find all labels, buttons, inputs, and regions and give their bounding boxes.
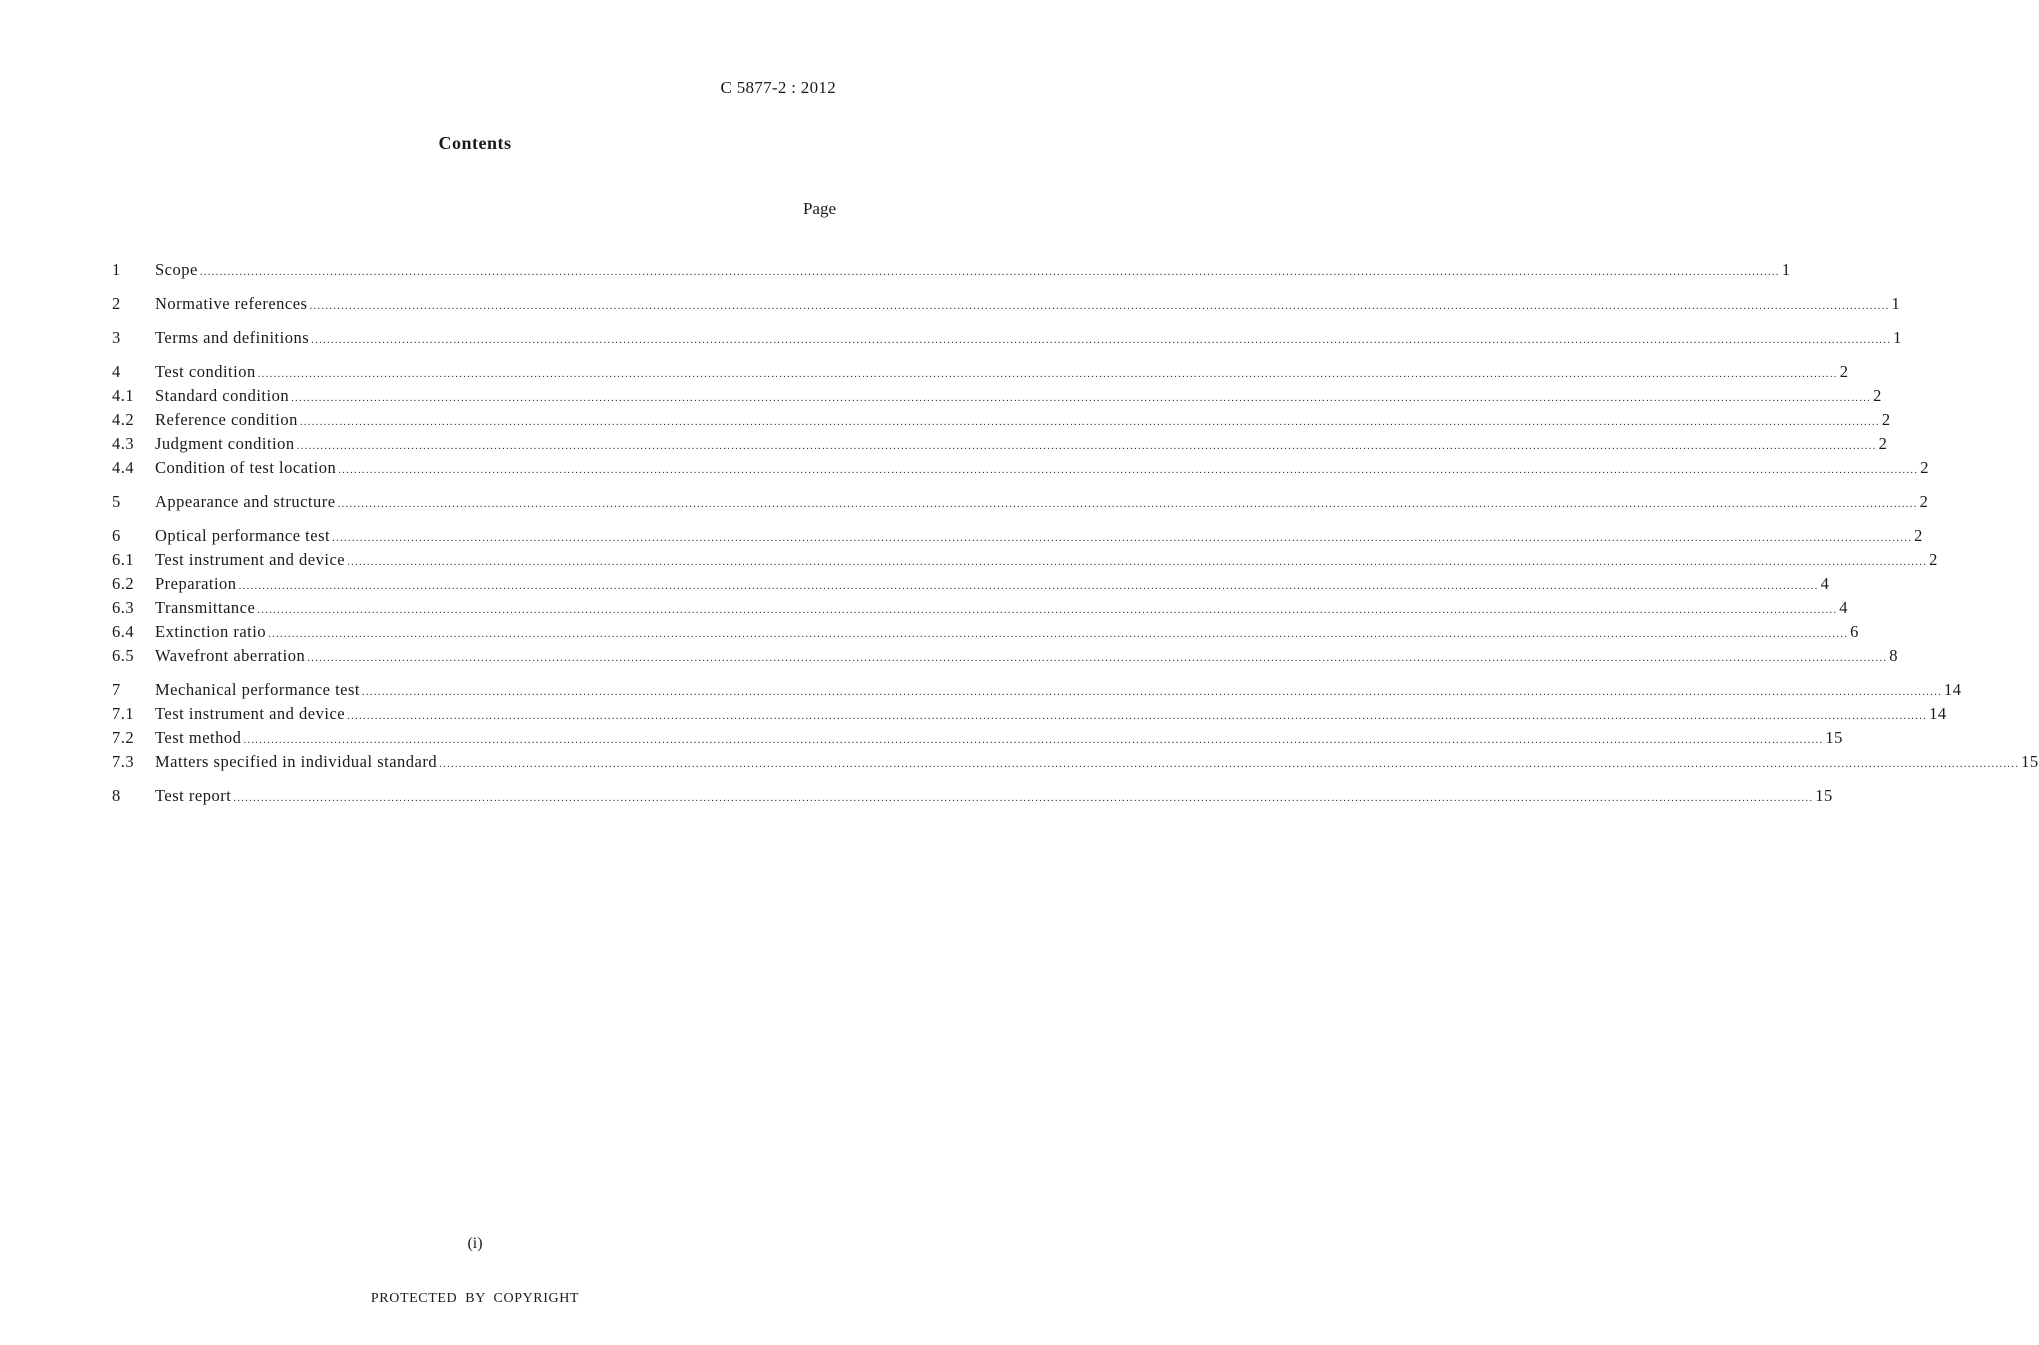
page-column-label: Page xyxy=(802,199,836,218)
toc-entry-title: Matters specified in individual standard xyxy=(155,752,438,771)
toc-entry-number: 1 xyxy=(112,260,121,279)
toc-entry-page: 8 xyxy=(1889,646,1898,665)
toc-entry-number: 4.1 xyxy=(112,386,135,405)
toc-entry-page: 6 xyxy=(1850,622,1859,641)
toc-entry[interactable] xyxy=(112,362,1849,386)
toc-dot-leader: ................................................................................................................................................................................................................................................................................................................................................................................................................ xyxy=(311,334,1892,346)
toc-entry-title: Test method xyxy=(155,728,242,747)
toc-entry-page: 2 xyxy=(1920,458,1929,477)
toc-entry-page: 14 xyxy=(1929,704,1947,723)
toc-dot-leader: ................................................................................................................................................................................................................................................................................................................................................................................................................ xyxy=(338,464,1919,476)
toc-dot-leader: ................................................................................................................................................................................................................................................................................................................................................................................................................ xyxy=(347,556,1928,568)
toc-entry-page: 2 xyxy=(1881,410,1891,429)
page-title: Contents xyxy=(438,133,512,153)
toc-entry-title: Wavefront aberration xyxy=(155,646,306,665)
toc-entry-number: 4 xyxy=(112,362,121,381)
toc-entry[interactable] xyxy=(112,550,1938,574)
toc-entry[interactable] xyxy=(112,622,1859,646)
toc-entry-page: 15 xyxy=(1815,786,1833,805)
toc-entry-number: 3 xyxy=(112,328,121,347)
toc-entry[interactable] xyxy=(112,728,1843,752)
toc-entry-title: Optical performance test xyxy=(155,526,331,545)
toc-dot-leader: ................................................................................................................................................................................................................................................................................................................................................................................................................ xyxy=(291,392,1872,404)
toc-dot-leader: ................................................................................................................................................................................................................................................................................................................................................................................................................ xyxy=(233,792,1814,804)
toc-entry-page: 1 xyxy=(1891,294,1901,313)
toc-entry-number: 4.3 xyxy=(112,434,135,453)
toc-entry-title: Transmittance xyxy=(155,598,256,617)
toc-entry[interactable] xyxy=(112,704,1947,728)
toc-dot-leader: ................................................................................................................................................................................................................................................................................................................................................................................................................ xyxy=(299,416,1880,428)
toc-entry-title: Test instrument and device xyxy=(155,704,346,723)
toc-entry-title: Normative references xyxy=(155,294,308,313)
toc-entry-title: Test report xyxy=(155,786,232,805)
toc-dot-leader: ................................................................................................................................................................................................................................................................................................................................................................................................................ xyxy=(199,266,1780,278)
toc-entry-title: Scope xyxy=(155,260,198,279)
toc-entry-page: 2 xyxy=(1929,550,1938,569)
toc-dot-leader: ................................................................................................................................................................................................................................................................................................................................................................................................................ xyxy=(439,758,2020,770)
toc-entry[interactable] xyxy=(112,328,1902,352)
toc-entry-page: 15 xyxy=(2021,752,2039,771)
toc-dot-leader: ................................................................................................................................................................................................................................................................................................................................................................................................................ xyxy=(268,628,1849,640)
toc-entry-title: Mechanical performance test xyxy=(155,680,360,699)
toc-entry-number: 4.4 xyxy=(112,458,135,477)
toc-entry-title: Judgment condition xyxy=(155,434,295,453)
toc-dot-leader: ................................................................................................................................................................................................................................................................................................................................................................................................................ xyxy=(257,604,1838,616)
toc-entry[interactable] xyxy=(112,492,1929,516)
toc-entry[interactable] xyxy=(112,294,1901,318)
toc-entry-number: 7.2 xyxy=(112,728,135,747)
toc-entry[interactable] xyxy=(112,434,1888,458)
toc-entry-page: 4 xyxy=(1839,598,1849,617)
toc-entry-page: 2 xyxy=(1914,526,1923,545)
toc-entry-number: 6.2 xyxy=(112,574,135,593)
toc-dot-leader: ................................................................................................................................................................................................................................................................................................................................................................................................................ xyxy=(243,734,1824,746)
toc-entry-number: 5 xyxy=(112,492,121,511)
toc-entry[interactable] xyxy=(112,598,1849,622)
toc-entry[interactable] xyxy=(112,646,1898,670)
toc-entry-title: Appearance and structure xyxy=(155,492,336,511)
toc-dot-leader: ................................................................................................................................................................................................................................................................................................................................................................................................................ xyxy=(257,368,1838,380)
toc-entry[interactable] xyxy=(112,410,1891,434)
toc-entry-number: 6.3 xyxy=(112,598,135,617)
toc-entry-number: 6.4 xyxy=(112,622,135,641)
toc-dot-leader: ................................................................................................................................................................................................................................................................................................................................................................................................................ xyxy=(309,300,1890,312)
toc-entry-number: 6.1 xyxy=(112,550,135,569)
copyright-notice: PROTECTED BY COPYRIGHT xyxy=(370,1291,580,1306)
toc-entry-page: 2 xyxy=(1873,386,1882,405)
toc-entry-number: 6.5 xyxy=(112,646,135,665)
toc-entry-number: 6 xyxy=(112,526,121,545)
toc-entry[interactable] xyxy=(112,458,1929,482)
toc-dot-leader: ................................................................................................................................................................................................................................................................................................................................................................................................................ xyxy=(347,710,1928,722)
toc-entry-page: 4 xyxy=(1820,574,1830,593)
toc-entry-title: Test condition xyxy=(155,362,256,381)
toc-entry-number: 8 xyxy=(112,786,121,805)
toc-dot-leader: ................................................................................................................................................................................................................................................................................................................................................................................................................ xyxy=(307,652,1888,664)
toc-entry-page: 14 xyxy=(1943,680,1962,699)
toc-entry-page: 2 xyxy=(1878,434,1888,453)
toc-dot-leader: ................................................................................................................................................................................................................................................................................................................................................................................................................ xyxy=(296,440,1877,452)
toc-entry-number: 2 xyxy=(112,294,121,313)
toc-entry-page: 1 xyxy=(1893,328,1902,347)
footer-page-number: (i) xyxy=(467,1235,483,1252)
toc-entry[interactable] xyxy=(112,786,1833,810)
toc-entry-page: 1 xyxy=(1781,260,1791,279)
table-of-contents xyxy=(112,260,2039,810)
toc-entry-page: 2 xyxy=(1839,362,1849,381)
toc-entry-number: 7.1 xyxy=(112,704,135,723)
toc-dot-leader: ................................................................................................................................................................................................................................................................................................................................................................................................................ xyxy=(238,580,1819,592)
toc-entry-title: Standard condition xyxy=(155,386,290,405)
toc-dot-leader: ................................................................................................................................................................................................................................................................................................................................................................................................................ xyxy=(361,686,1942,698)
toc-dot-leader: ................................................................................................................................................................................................................................................................................................................................................................................................................ xyxy=(337,498,1918,510)
toc-dot-leader: ................................................................................................................................................................................................................................................................................................................................................................................................................ xyxy=(332,532,1913,544)
toc-entry-number: 7 xyxy=(112,680,121,699)
toc-entry-title: Condition of test location xyxy=(155,458,337,477)
toc-entry-number: 4.2 xyxy=(112,410,135,429)
toc-entry-page: 15 xyxy=(1825,728,1843,747)
toc-entry[interactable] xyxy=(112,526,1923,550)
toc-entry-title: Extinction ratio xyxy=(155,622,267,641)
toc-entry[interactable] xyxy=(112,680,1962,704)
toc-entry[interactable] xyxy=(112,752,2039,776)
toc-entry-page: 2 xyxy=(1919,492,1929,511)
toc-entry[interactable] xyxy=(112,574,1830,598)
toc-entry-title: Terms and definitions xyxy=(155,328,310,347)
toc-entry[interactable] xyxy=(112,386,1882,410)
toc-entry-title: Reference condition xyxy=(155,410,298,429)
toc-entry-title: Test instrument and device xyxy=(155,550,346,569)
toc-entry-title: Preparation xyxy=(155,574,237,593)
toc-entry-number: 7.3 xyxy=(112,752,135,771)
toc-entry[interactable] xyxy=(112,260,1791,284)
document-id: C 5877-2 : 2012 xyxy=(720,78,836,97)
